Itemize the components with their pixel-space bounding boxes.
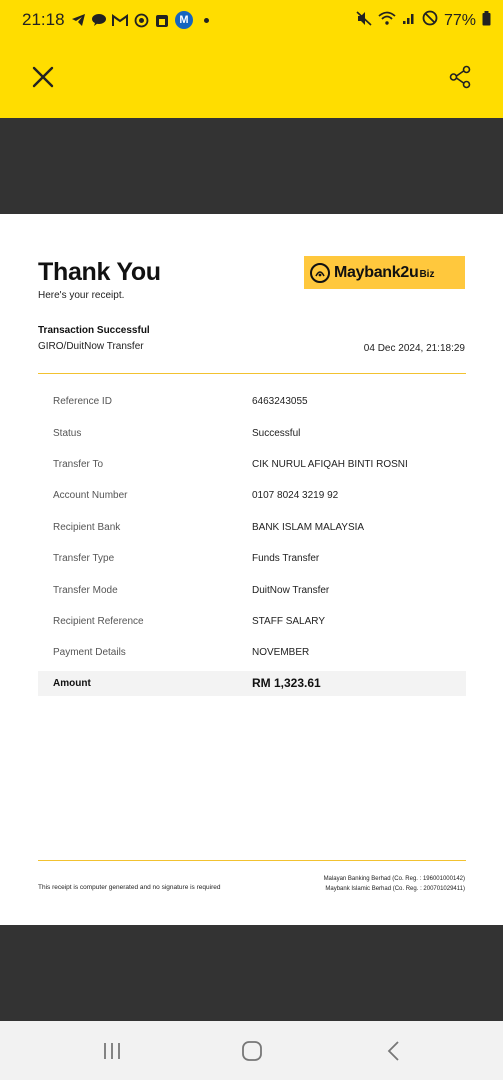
back-icon — [386, 1040, 402, 1062]
detail-label: Recipient Reference — [53, 615, 144, 627]
detail-row-account-number — [38, 480, 466, 511]
detail-label: Transfer To — [53, 458, 104, 470]
battery-icon — [482, 11, 491, 31]
detail-row-transfer-type — [38, 543, 466, 574]
chat-icon — [91, 12, 107, 28]
transaction-datetime: 04 Dec 2024, 21:18:29 — [363, 343, 465, 354]
recents-button[interactable] — [100, 1039, 124, 1063]
detail-row-payment-details — [38, 637, 466, 668]
details-table — [38, 386, 466, 696]
footer-reg-maybank-islamic: Maybank Islamic Berhad (Co. Reg. : 200701029411) — [325, 886, 465, 892]
recents-icon — [101, 1041, 123, 1061]
detail-label: Recipient Bank — [53, 521, 121, 533]
maybank2u-biz-logo — [304, 256, 465, 289]
logo-suffix: Biz — [419, 269, 435, 280]
detail-value: STAFF SALARY — [252, 615, 325, 627]
dnd-icon — [422, 10, 438, 31]
tiger-emblem-icon — [310, 263, 330, 283]
home-button[interactable] — [240, 1039, 264, 1063]
detail-value: NOVEMBER — [252, 647, 310, 659]
detail-value: CIK NURUL AFIQAH BINTI ROSNI — [252, 458, 408, 470]
signal-icon — [402, 11, 416, 30]
share-icon — [448, 65, 472, 89]
maxis-icon: M — [175, 11, 193, 29]
footer-note: This receipt is computer generated and no signature is required — [38, 884, 221, 891]
detail-value: DuitNow Transfer — [252, 584, 330, 596]
transaction-type: GIRO/DuitNow Transfer — [38, 341, 144, 352]
close-icon — [31, 65, 55, 89]
mute-icon — [356, 11, 372, 31]
detail-label: Account Number — [53, 490, 128, 502]
status-bar — [0, 0, 503, 40]
detail-label: Status — [53, 427, 82, 439]
receipt-card — [0, 214, 503, 925]
detail-value: 0107 8024 3219 92 — [252, 490, 339, 502]
detail-label: Transfer Type — [53, 553, 115, 565]
share-button[interactable] — [443, 60, 477, 94]
amount-row — [38, 671, 466, 696]
detail-value: Successful — [252, 427, 301, 439]
calendar-icon — [154, 12, 170, 28]
detail-row-status — [38, 417, 466, 448]
more-notifications-dot — [204, 18, 209, 23]
app-bar — [0, 40, 503, 118]
back-button[interactable] — [382, 1039, 406, 1063]
system-icons — [356, 10, 491, 31]
status-time: 21:18 — [22, 10, 65, 29]
system-nav-bar — [0, 1021, 503, 1080]
detail-row-recipient-reference — [38, 606, 466, 637]
logo-text: Maybank2u — [334, 263, 419, 281]
detail-label: Transfer Mode — [53, 584, 118, 596]
notification-icons — [70, 11, 209, 29]
detail-value: BANK ISLAM MALAYSIA — [252, 521, 365, 533]
detail-label: Reference ID — [53, 396, 112, 408]
amount-label: Amount — [53, 677, 91, 689]
detail-row-reference-id — [38, 386, 466, 417]
footer-registration — [324, 874, 465, 894]
amount-value: RM 1,323.61 — [252, 676, 321, 691]
receipt-subtitle: Here's your receipt. — [38, 290, 125, 301]
telegram-icon — [70, 12, 86, 28]
detail-row-recipient-bank — [38, 512, 466, 543]
gmail-icon — [112, 12, 128, 28]
footer-reg-maybank: Malayan Banking Berhad (Co. Reg. : 196001000142) — [323, 876, 465, 882]
dark-backdrop-bottom — [0, 925, 503, 1021]
detail-row-transfer-mode — [38, 574, 466, 605]
close-button[interactable] — [26, 60, 60, 94]
divider — [38, 860, 466, 861]
transaction-status: Transaction Successful — [38, 325, 150, 336]
app-icon — [133, 12, 149, 28]
receipt-title: Thank You — [38, 258, 161, 286]
detail-value: Funds Transfer — [252, 553, 320, 565]
detail-row-transfer-to — [38, 449, 466, 480]
home-icon — [241, 1040, 263, 1062]
dark-backdrop-top — [0, 118, 503, 214]
detail-label: Payment Details — [53, 647, 126, 659]
battery-percentage: 77% — [443, 11, 476, 29]
divider — [38, 373, 466, 374]
wifi-icon — [378, 11, 396, 30]
detail-value: 6463243055 — [252, 396, 308, 408]
